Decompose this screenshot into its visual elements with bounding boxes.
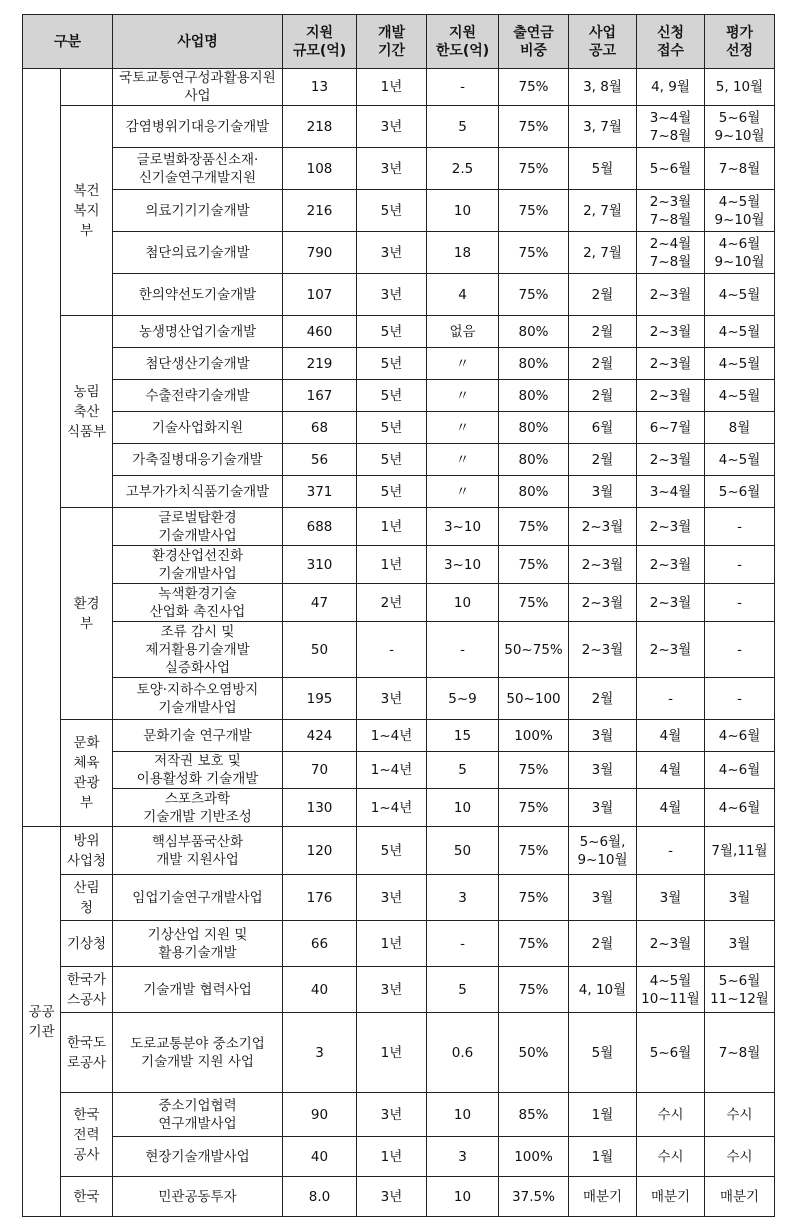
cell-apply: 4~5월 10~11월 <box>637 967 705 1013</box>
cell-name: 환경산업선진화 기술개발사업 <box>113 546 283 584</box>
cell-budget: 790 <box>283 232 357 274</box>
cell-notice: 5월 <box>569 1013 637 1093</box>
funding-programs-table <box>22 14 775 1217</box>
cell-notice: 2월 <box>569 444 637 476</box>
table-row <box>23 508 775 546</box>
cell-apply: 4월 <box>637 720 705 752</box>
table-row <box>23 546 775 584</box>
cell-name: 한의약선도기술개발 <box>113 274 283 316</box>
cell-ratio: 75% <box>499 875 569 921</box>
cell-budget: 371 <box>283 476 357 508</box>
cell-name: 감염병위기대응기술개발 <box>113 106 283 148</box>
cell-apply: 2~4월 7~8월 <box>637 232 705 274</box>
cell-ratio: 80% <box>499 476 569 508</box>
cell-period: 3년 <box>357 678 427 720</box>
table-row <box>23 69 775 106</box>
cell-budget: 120 <box>283 827 357 875</box>
cell-notice: 2월 <box>569 678 637 720</box>
table-body <box>23 69 775 1217</box>
cell-budget: 216 <box>283 190 357 232</box>
cell-period: - <box>357 622 427 678</box>
cell-apply: 수시 <box>637 1137 705 1177</box>
cell-limit: 10 <box>427 1177 499 1217</box>
cell-period: 3년 <box>357 274 427 316</box>
cell-eval: 매분기 <box>705 1177 775 1217</box>
cell-period: 3년 <box>357 106 427 148</box>
cell-ratio: 80% <box>499 380 569 412</box>
table-row <box>23 967 775 1013</box>
cell-ratio: 100% <box>499 1137 569 1177</box>
cell-budget: 8.0 <box>283 1177 357 1217</box>
cell-limit: 〃 <box>427 476 499 508</box>
cell-notice: 2월 <box>569 316 637 348</box>
cell-limit: 5~9 <box>427 678 499 720</box>
header-eval: 평가 선정 <box>705 15 775 69</box>
cell-apply: - <box>637 678 705 720</box>
cell-ratio: 75% <box>499 789 569 827</box>
cell-apply: 2~3월 <box>637 274 705 316</box>
table-row <box>23 752 775 789</box>
cell-name: 글로벌화장품신소재· 신기술연구개발지원 <box>113 148 283 190</box>
cell-eval: 4~6월 <box>705 752 775 789</box>
cell-limit: 5 <box>427 752 499 789</box>
cell-ratio: 80% <box>499 412 569 444</box>
cell-apply: 2~3월 <box>637 622 705 678</box>
cell-budget: 107 <box>283 274 357 316</box>
cell-limit: 〃 <box>427 380 499 412</box>
cell-eval: 3월 <box>705 921 775 967</box>
cell-apply: 2~3월 7~8월 <box>637 190 705 232</box>
cell-name: 고부가가치식품기술개발 <box>113 476 283 508</box>
table-row <box>23 444 775 476</box>
cell-name: 수출전략기술개발 <box>113 380 283 412</box>
cell-eval: 5~6월 11~12월 <box>705 967 775 1013</box>
cell-name: 국토교통연구성과활용지원사업 <box>113 69 283 106</box>
cell-apply: 2~3월 <box>637 921 705 967</box>
cell-budget: 167 <box>283 380 357 412</box>
cell-limit: 3~10 <box>427 546 499 584</box>
cell-budget: 56 <box>283 444 357 476</box>
cell-eval: 4~5월 9~10월 <box>705 190 775 232</box>
table-row <box>23 232 775 274</box>
cell-budget: 13 <box>283 69 357 106</box>
cell-period: 1년 <box>357 508 427 546</box>
ministry-kfs: 산림 청 <box>61 875 113 921</box>
table-row <box>23 921 775 967</box>
cell-limit: 없음 <box>427 316 499 348</box>
cell-notice: 5~6월, 9~10월 <box>569 827 637 875</box>
cell-notice: 2~3월 <box>569 584 637 622</box>
table-row <box>23 380 775 412</box>
cell-eval: - <box>705 584 775 622</box>
cell-period: 3년 <box>357 148 427 190</box>
ministry-dapa: 방위 사업청 <box>61 827 113 875</box>
cell-notice: 3월 <box>569 875 637 921</box>
cell-eval: 수시 <box>705 1137 775 1177</box>
cell-limit: 0.6 <box>427 1013 499 1093</box>
cell-ratio: 80% <box>499 444 569 476</box>
cell-notice: 3월 <box>569 752 637 789</box>
cell-eval: 수시 <box>705 1093 775 1137</box>
cell-notice: 2월 <box>569 380 637 412</box>
cell-notice: 3월 <box>569 789 637 827</box>
cell-period: 5년 <box>357 190 427 232</box>
cell-notice: 2월 <box>569 274 637 316</box>
table-row <box>23 584 775 622</box>
cell-period: 1~4년 <box>357 789 427 827</box>
cell-apply: 2~3월 <box>637 444 705 476</box>
cell-eval: - <box>705 622 775 678</box>
cell-ratio: 75% <box>499 232 569 274</box>
header-budget: 지원 규모(억) <box>283 15 357 69</box>
header-row <box>23 15 775 69</box>
cell-apply: - <box>637 827 705 875</box>
cell-limit: 10 <box>427 789 499 827</box>
cell-ratio: 75% <box>499 106 569 148</box>
cell-apply: 4, 9월 <box>637 69 705 106</box>
cell-limit: 50 <box>427 827 499 875</box>
cell-apply: 3~4월 <box>637 476 705 508</box>
cell-budget: 195 <box>283 678 357 720</box>
cell-eval: 4~6월 9~10월 <box>705 232 775 274</box>
cell-budget: 310 <box>283 546 357 584</box>
cell-limit: - <box>427 622 499 678</box>
cell-name: 저작권 보호 및 이용활성화 기술개발 <box>113 752 283 789</box>
cell-name: 의료기기기술개발 <box>113 190 283 232</box>
header-notice: 사업 공고 <box>569 15 637 69</box>
table-row <box>23 827 775 875</box>
cell-eval: 4~6월 <box>705 720 775 752</box>
table-row <box>23 1177 775 1217</box>
cell-name: 기술개발 협력사업 <box>113 967 283 1013</box>
cell-budget: 130 <box>283 789 357 827</box>
cell-limit: 10 <box>427 190 499 232</box>
cell-budget: 3 <box>283 1013 357 1093</box>
cell-name: 현장기술개발사업 <box>113 1137 283 1177</box>
cell-ratio: 100% <box>499 720 569 752</box>
cell-limit: 3 <box>427 875 499 921</box>
cell-apply: 2~3월 <box>637 316 705 348</box>
table-row <box>23 720 775 752</box>
cell-period: 1년 <box>357 921 427 967</box>
cell-eval: 4~5월 <box>705 380 775 412</box>
cell-budget: 70 <box>283 752 357 789</box>
cell-ratio: 75% <box>499 827 569 875</box>
cell-apply: 4월 <box>637 789 705 827</box>
cell-eval: 4~6월 <box>705 789 775 827</box>
cell-eval: 4~5월 <box>705 274 775 316</box>
cell-apply: 2~3월 <box>637 508 705 546</box>
cell-period: 2년 <box>357 584 427 622</box>
cell-notice: 2~3월 <box>569 546 637 584</box>
table-row <box>23 106 775 148</box>
cell-name: 농생명산업기술개발 <box>113 316 283 348</box>
cell-limit: 2.5 <box>427 148 499 190</box>
cell-period: 5년 <box>357 348 427 380</box>
cell-ratio: 75% <box>499 274 569 316</box>
cell-ratio: 75% <box>499 508 569 546</box>
cell-period: 3년 <box>357 232 427 274</box>
agency-group-government <box>23 69 61 827</box>
cell-notice: 1월 <box>569 1137 637 1177</box>
header-ratio: 출연금 비중 <box>499 15 569 69</box>
header-category: 구분 <box>23 15 113 69</box>
cell-limit: 15 <box>427 720 499 752</box>
cell-ratio: 80% <box>499 316 569 348</box>
cell-eval: 7~8월 <box>705 1013 775 1093</box>
cell-notice: 2월 <box>569 348 637 380</box>
header-apply: 신청 접수 <box>637 15 705 69</box>
cell-eval: - <box>705 678 775 720</box>
cell-limit: 3~10 <box>427 508 499 546</box>
cell-name: 임업기술연구개발사업 <box>113 875 283 921</box>
table-row <box>23 274 775 316</box>
cell-eval: 3월 <box>705 875 775 921</box>
cell-ratio: 75% <box>499 190 569 232</box>
cell-apply: 3월 <box>637 875 705 921</box>
cell-budget: 688 <box>283 508 357 546</box>
cell-period: 5년 <box>357 316 427 348</box>
cell-apply: 5~6월 <box>637 1013 705 1093</box>
cell-notice: 3월 <box>569 720 637 752</box>
table-row <box>23 476 775 508</box>
agency-group-public: 공공 기관 <box>23 827 61 1217</box>
table-row <box>23 1093 775 1137</box>
cell-ratio: 75% <box>499 584 569 622</box>
table-row <box>23 678 775 720</box>
cell-limit: 〃 <box>427 348 499 380</box>
header-period: 개발 기간 <box>357 15 427 69</box>
cell-eval: - <box>705 508 775 546</box>
cell-period: 1년 <box>357 69 427 106</box>
cell-period: 1년 <box>357 1137 427 1177</box>
table-row <box>23 789 775 827</box>
cell-apply: 3~4월 7~8월 <box>637 106 705 148</box>
cell-period: 5년 <box>357 476 427 508</box>
cell-name: 토양·지하수오염방지 기술개발사업 <box>113 678 283 720</box>
table-row <box>23 190 775 232</box>
cell-ratio: 50~100 <box>499 678 569 720</box>
cell-budget: 47 <box>283 584 357 622</box>
cell-eval: 7월,11월 <box>705 827 775 875</box>
cell-budget: 460 <box>283 316 357 348</box>
cell-name: 문화기술 연구개발 <box>113 720 283 752</box>
cell-limit: 5 <box>427 967 499 1013</box>
cell-eval: 4~5월 <box>705 444 775 476</box>
cell-notice: 2~3월 <box>569 622 637 678</box>
cell-notice: 2, 7월 <box>569 190 637 232</box>
cell-period: 3년 <box>357 1093 427 1137</box>
cell-budget: 50 <box>283 622 357 678</box>
cell-budget: 90 <box>283 1093 357 1137</box>
table-row <box>23 148 775 190</box>
cell-notice: 2~3월 <box>569 508 637 546</box>
cell-apply: 수시 <box>637 1093 705 1137</box>
cell-budget: 176 <box>283 875 357 921</box>
cell-ratio: 80% <box>499 348 569 380</box>
cell-limit: 10 <box>427 584 499 622</box>
cell-eval: 8월 <box>705 412 775 444</box>
cell-name: 도로교통분야 중소기업 기술개발 지원 사업 <box>113 1013 283 1093</box>
cell-budget: 219 <box>283 348 357 380</box>
cell-name: 글로벌탑환경 기술개발사업 <box>113 508 283 546</box>
ministry-mafra: 농림 축산 식품부 <box>61 316 113 508</box>
ministry-me: 환경 부 <box>61 508 113 720</box>
cell-eval: 5, 10월 <box>705 69 775 106</box>
cell-limit: 5 <box>427 106 499 148</box>
cell-budget: 40 <box>283 967 357 1013</box>
cell-ratio: 75% <box>499 921 569 967</box>
ministry-mcst: 문화 체육 관광 부 <box>61 720 113 827</box>
cell-name: 조류 감시 및 제거활용기술개발 실증화사업 <box>113 622 283 678</box>
cell-period: 5년 <box>357 380 427 412</box>
cell-period: 1년 <box>357 1013 427 1093</box>
cell-notice: 5월 <box>569 148 637 190</box>
ministry-kogas: 한국가 스공사 <box>61 967 113 1013</box>
cell-name: 첨단생산기술개발 <box>113 348 283 380</box>
cell-notice: 1월 <box>569 1093 637 1137</box>
cell-period: 1~4년 <box>357 720 427 752</box>
cell-ratio: 50% <box>499 1013 569 1093</box>
cell-ratio: 75% <box>499 546 569 584</box>
cell-ratio: 75% <box>499 752 569 789</box>
table-row <box>23 412 775 444</box>
ministry-korea: 한국 <box>61 1177 113 1217</box>
cell-eval: 4~5월 <box>705 348 775 380</box>
cell-budget: 424 <box>283 720 357 752</box>
cell-name: 핵심부품국산화 개발 지원사업 <box>113 827 283 875</box>
table-row <box>23 875 775 921</box>
cell-eval: 5~6월 <box>705 476 775 508</box>
cell-budget: 218 <box>283 106 357 148</box>
cell-notice: 2, 7월 <box>569 232 637 274</box>
ministry-mohw: 복건 복지 부 <box>61 106 113 316</box>
header-limit: 지원 한도(억) <box>427 15 499 69</box>
cell-name: 기술사업화지원 <box>113 412 283 444</box>
cell-eval: 7~8월 <box>705 148 775 190</box>
cell-period: 1년 <box>357 546 427 584</box>
ministry-kepco: 한국 전력 공사 <box>61 1093 113 1177</box>
funding-table-container <box>22 14 775 1217</box>
cell-ratio: 50~75% <box>499 622 569 678</box>
cell-period: 3년 <box>357 1177 427 1217</box>
cell-eval: 5~6월 9~10월 <box>705 106 775 148</box>
cell-apply: 2~3월 <box>637 348 705 380</box>
cell-notice: 3, 7월 <box>569 106 637 148</box>
cell-name: 스포츠과학 기술개발 기반조성 <box>113 789 283 827</box>
cell-limit: 18 <box>427 232 499 274</box>
cell-name: 민관공동투자 <box>113 1177 283 1217</box>
cell-name: 중소기업협력 연구개발사업 <box>113 1093 283 1137</box>
table-row <box>23 622 775 678</box>
cell-eval: 4~5월 <box>705 316 775 348</box>
cell-limit: 3 <box>427 1137 499 1177</box>
cell-ratio: 75% <box>499 69 569 106</box>
cell-limit: 10 <box>427 1093 499 1137</box>
cell-period: 5년 <box>357 444 427 476</box>
cell-limit: - <box>427 921 499 967</box>
cell-apply: 매분기 <box>637 1177 705 1217</box>
cell-apply: 2~3월 <box>637 546 705 584</box>
cell-limit: 〃 <box>427 412 499 444</box>
cell-name: 가축질병대응기술개발 <box>113 444 283 476</box>
cell-budget: 68 <box>283 412 357 444</box>
cell-ratio: 85% <box>499 1093 569 1137</box>
table-row <box>23 316 775 348</box>
cell-apply: 6~7월 <box>637 412 705 444</box>
cell-notice: 6월 <box>569 412 637 444</box>
cell-limit: - <box>427 69 499 106</box>
header-name: 사업명 <box>113 15 283 69</box>
cell-budget: 108 <box>283 148 357 190</box>
cell-notice: 3, 8월 <box>569 69 637 106</box>
cell-notice: 2월 <box>569 921 637 967</box>
table-row <box>23 1137 775 1177</box>
cell-limit: 〃 <box>427 444 499 476</box>
cell-notice: 3월 <box>569 476 637 508</box>
cell-ratio: 75% <box>499 967 569 1013</box>
cell-period: 1~4년 <box>357 752 427 789</box>
cell-eval: - <box>705 546 775 584</box>
cell-period: 5년 <box>357 827 427 875</box>
cell-budget: 66 <box>283 921 357 967</box>
cell-period: 3년 <box>357 875 427 921</box>
cell-apply: 4월 <box>637 752 705 789</box>
cell-budget: 40 <box>283 1137 357 1177</box>
cell-apply: 2~3월 <box>637 584 705 622</box>
cell-limit: 4 <box>427 274 499 316</box>
cell-period: 5년 <box>357 412 427 444</box>
cell-notice: 매분기 <box>569 1177 637 1217</box>
cell-apply: 2~3월 <box>637 380 705 412</box>
cell-name: 녹색환경기술 산업화 촉진사업 <box>113 584 283 622</box>
cell-period: 3년 <box>357 967 427 1013</box>
table-row <box>23 348 775 380</box>
cell-ratio: 37.5% <box>499 1177 569 1217</box>
ministry-molit <box>61 69 113 106</box>
cell-name: 첨단의료기술개발 <box>113 232 283 274</box>
cell-name: 기상산업 지원 및 활용기술개발 <box>113 921 283 967</box>
table-row <box>23 1013 775 1093</box>
cell-notice: 4, 10월 <box>569 967 637 1013</box>
ministry-kma: 기상청 <box>61 921 113 967</box>
cell-apply: 5~6월 <box>637 148 705 190</box>
ministry-kec: 한국도 로공사 <box>61 1013 113 1093</box>
cell-ratio: 75% <box>499 148 569 190</box>
